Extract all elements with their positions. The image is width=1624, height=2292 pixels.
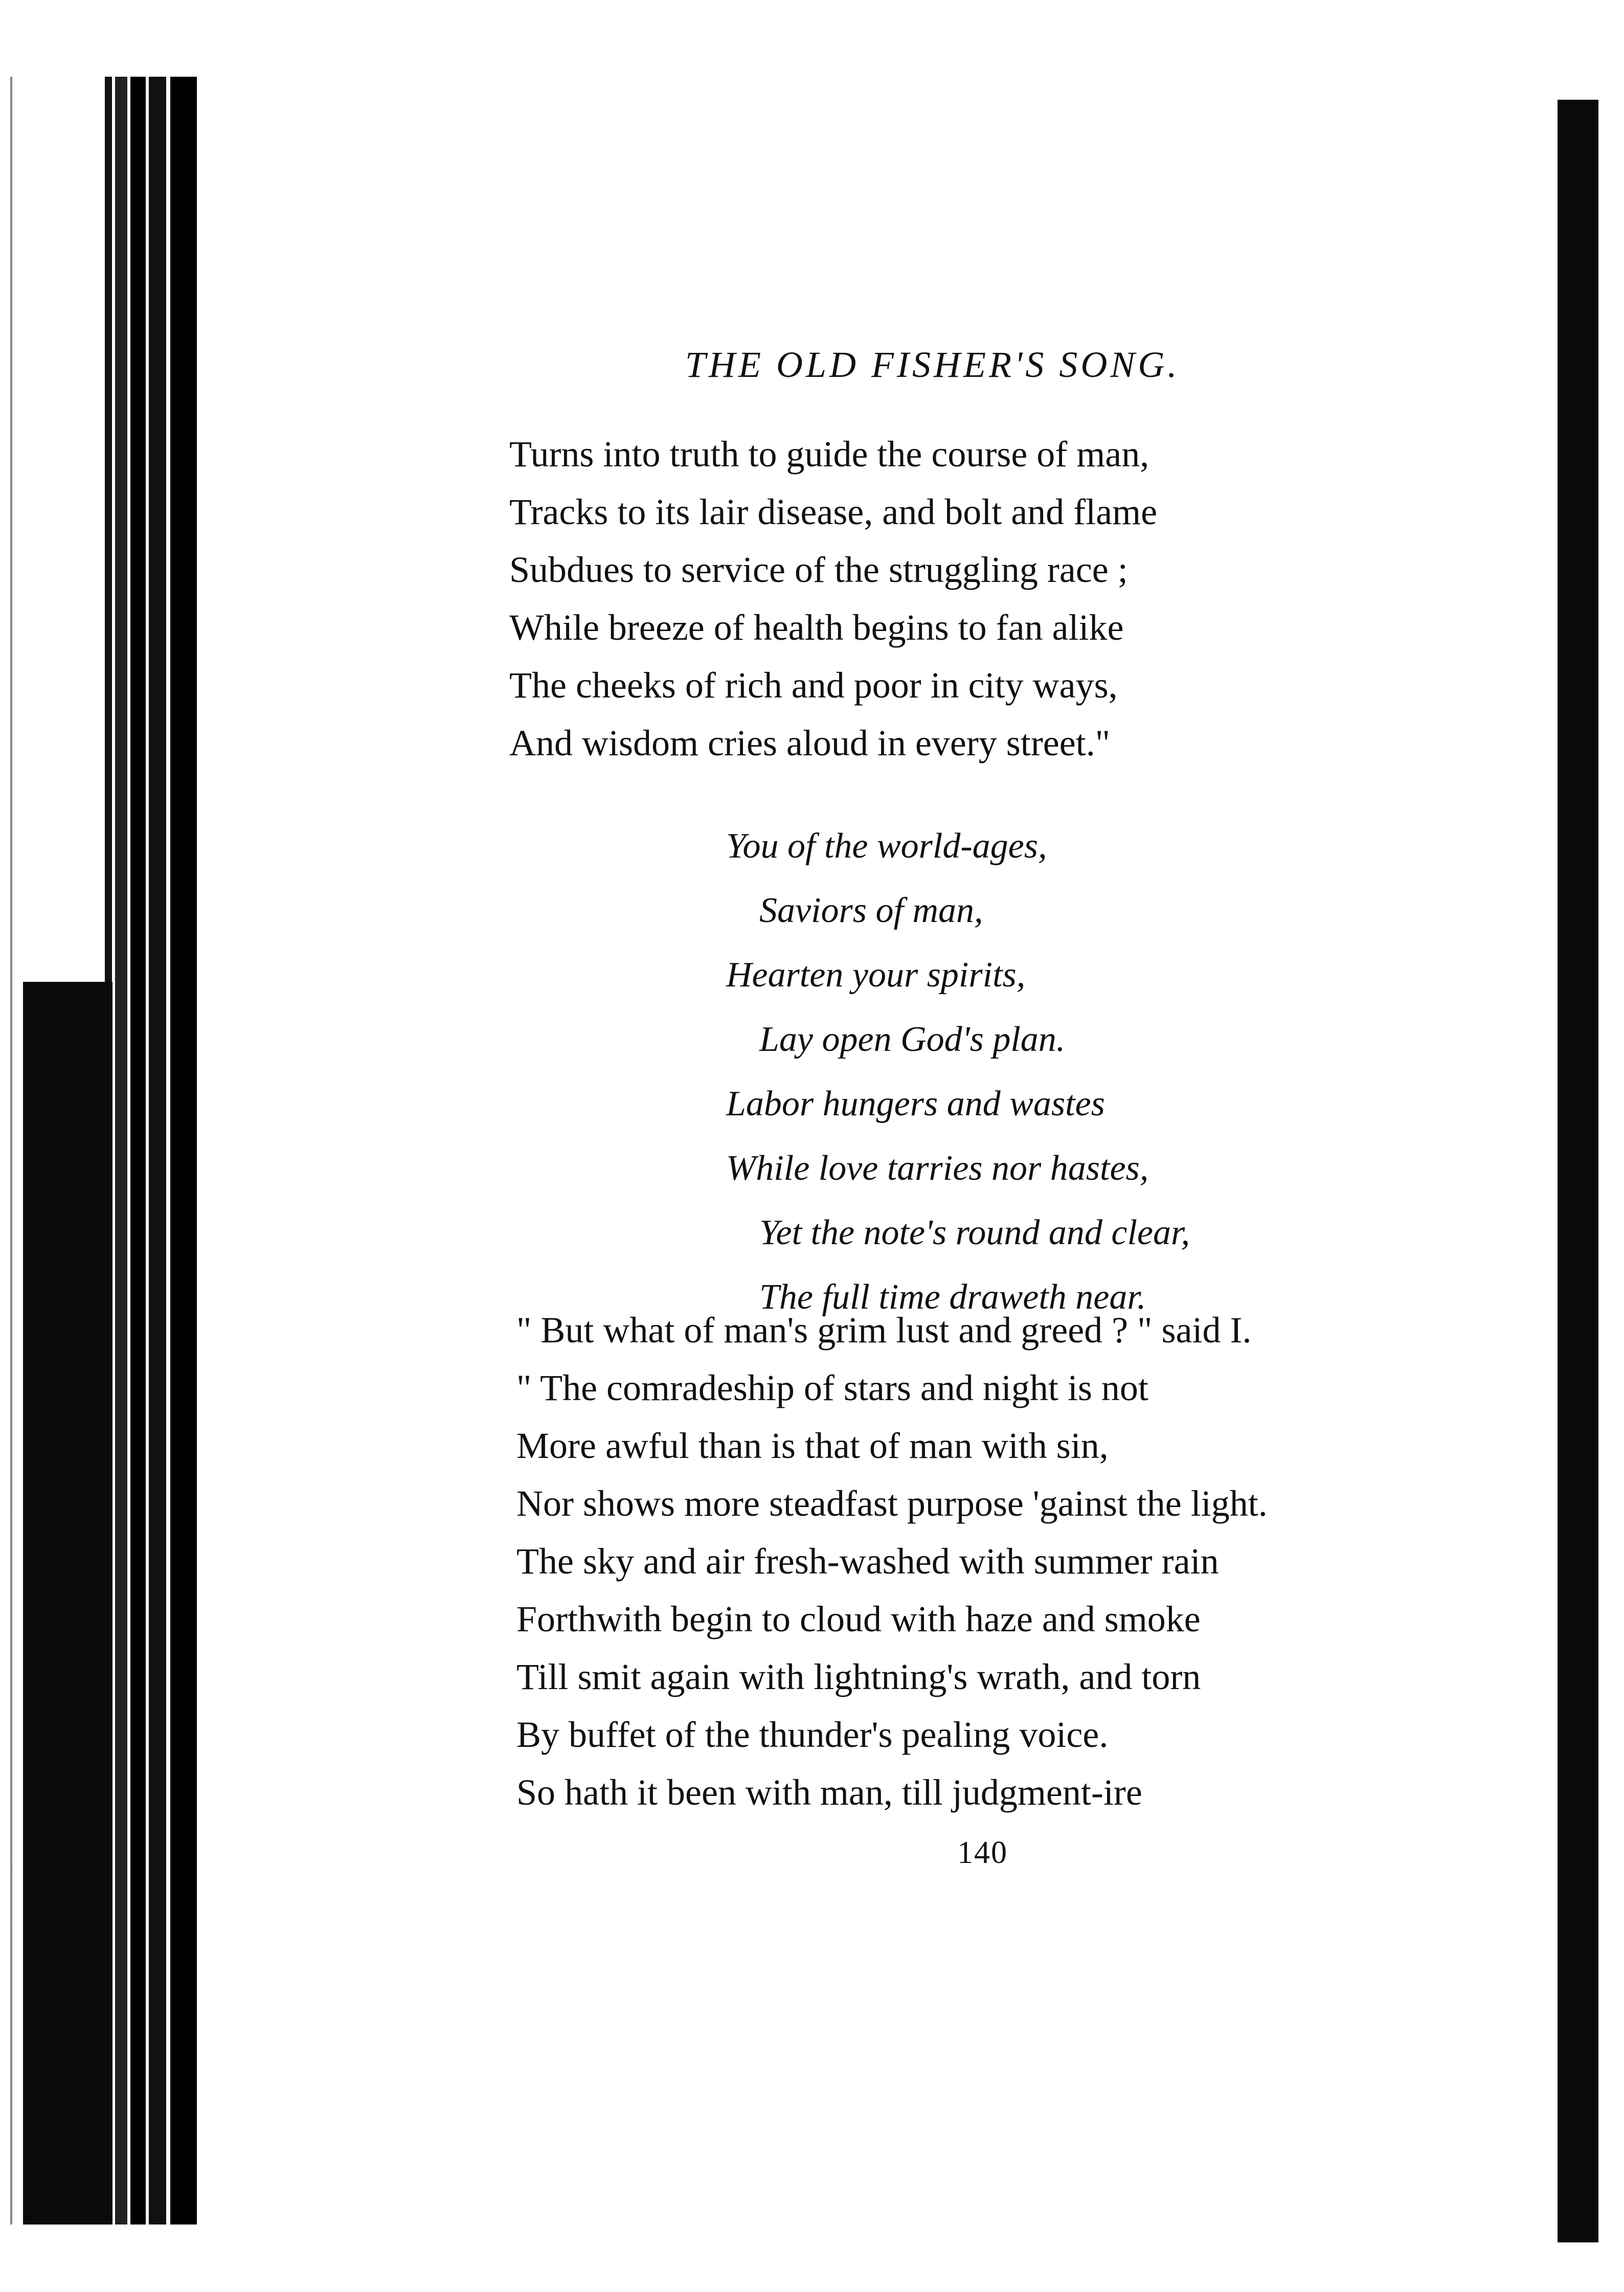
stanza-1 [509,425,1157,772]
refrain-line: The full time draweth near. [759,1277,1146,1317]
refrain-line: Hearten your spirits, [726,955,1026,995]
refrain-stanza [726,814,1190,1330]
verse-line: And wisdom cries aloud in every street." [509,723,1111,763]
verse-line: While breeze of health begins to fan alike [509,607,1124,648]
running-head: THE OLD FISHER'S SONG. [685,344,1180,385]
verse-line: The sky and air fresh-washed with summer rain [516,1541,1219,1582]
verse-line: Till smit again with lightning's wrath, and torn [516,1656,1201,1697]
scan-edge-right-bar [1558,100,1598,2242]
refrain-line: Yet the note's round and clear, [759,1213,1190,1252]
refrain-line: You of the world-ages, [726,826,1047,866]
verse-line: Nor shows more steadfast purpose 'gainst the light. [516,1483,1268,1524]
scan-edge-left-band [105,77,197,2224]
verse-line: " The comradeship of stars and night is not [516,1367,1148,1408]
refrain-line: Saviors of man, [759,891,983,930]
verse-line: By buffet of the thunder's pealing voice. [516,1714,1109,1755]
scan-edge-left-thin [0,77,20,2224]
scan-edge-left-block [23,982,112,2224]
stanza-3 [516,1301,1268,1822]
verse-line: So hath it been with man, till judgment-ire [516,1772,1142,1813]
refrain-line: Labor hungers and wastes [726,1084,1105,1123]
verse-line: The cheeks of rich and poor in city ways, [509,665,1118,706]
verse-line: " But what of man's grim lust and greed ? " said I. [516,1310,1252,1351]
verse-line: Forthwith begin to cloud with haze and smoke [516,1599,1201,1639]
verse-line: Tracks to its lair disease, and bolt and flame [509,491,1158,532]
verse-line: Turns into truth to guide the course of man, [509,434,1149,475]
page-number: 140 [957,1835,1008,1870]
verse-line: More awful than is that of man with sin, [516,1425,1109,1466]
refrain-line: Lay open God's plan. [759,1020,1066,1059]
refrain-line: While love tarries nor hastes, [726,1149,1149,1188]
verse-line: Subdues to service of the struggling race ; [509,549,1128,590]
